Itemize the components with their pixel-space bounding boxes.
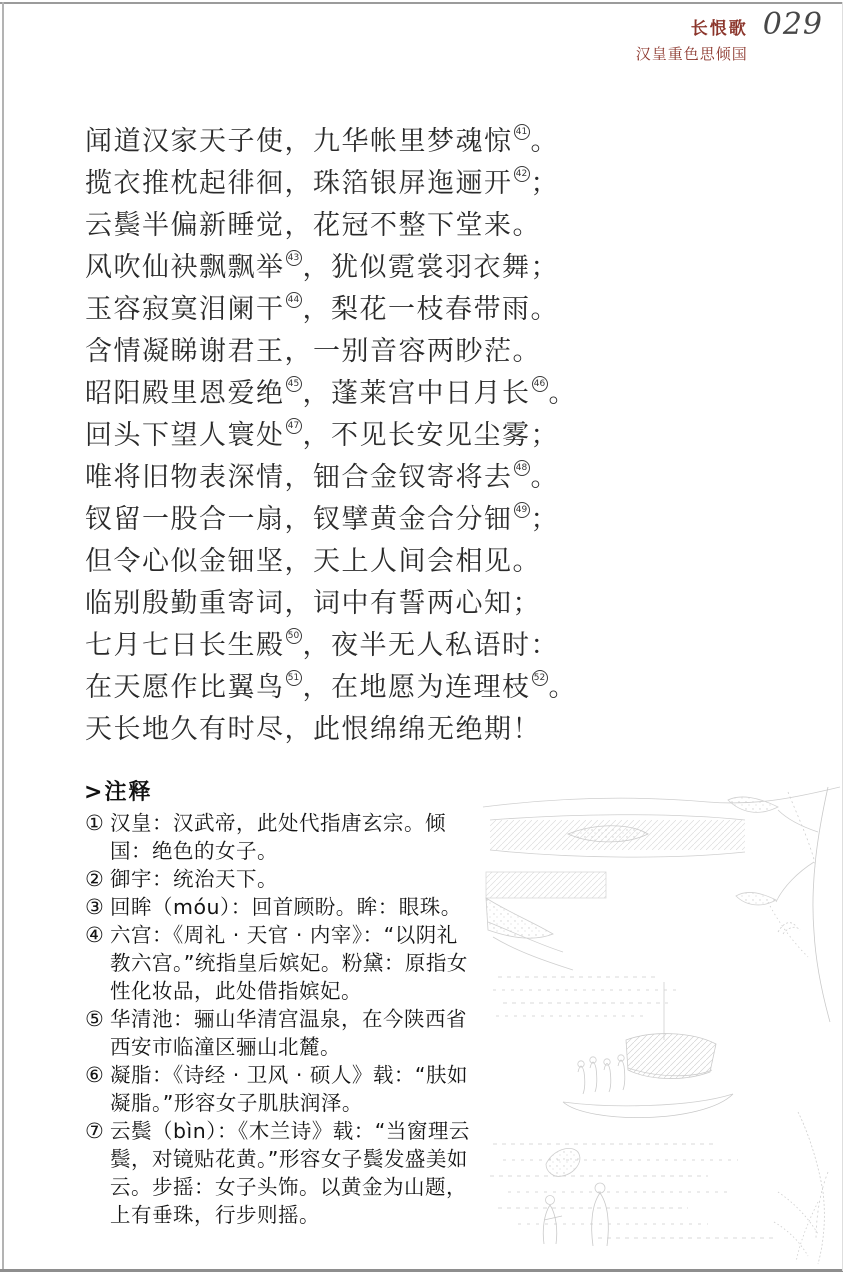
poem-line: 昭阳殿里恩爱绝 45 ，蓬莱宫中日月长 46 。 (85, 378, 577, 409)
chapter-subtitle: 汉皇重色思倾国 (635, 45, 748, 63)
annotation-ref: 44 (286, 292, 302, 308)
page-number: 029 (762, 7, 823, 42)
annotation-ref: 43 (286, 250, 302, 266)
annotation-ref: 45 (286, 376, 302, 392)
poem-line: 揽衣推枕起徘徊，珠箔银屏迤逦开 42 ； (85, 168, 559, 199)
page-edge-left (2, 2, 4, 1271)
poem-line: 临别殷勤重寄词，词中有誓两心知； (85, 588, 541, 619)
note-text: 华清池：骊山华清宫温泉，在今陕西省西安市临潼区骊山北麓。 (110, 1007, 467, 1059)
annotation-ref: 50 (286, 628, 302, 644)
note-item (85, 809, 477, 865)
notes-list (85, 809, 477, 1229)
annotation-ref: 47 (286, 418, 302, 434)
note-number: ② (85, 867, 105, 891)
note-number: ① (85, 811, 105, 835)
notes-title-label: 注释 (104, 780, 153, 805)
book-title: 长恨歌 (690, 19, 748, 39)
note-item (85, 865, 477, 893)
note-item (85, 893, 477, 921)
poem-line: 天长地久有时尽，此恨绵绵无绝期！ (85, 714, 541, 745)
page-header (635, 7, 823, 64)
note-item (85, 1117, 477, 1229)
annotation-ref: 42 (514, 166, 530, 182)
annotation-ref: 46 (532, 376, 548, 392)
note-number: ③ (85, 895, 105, 919)
note-text: 汉皇：汉武帝，此处代指唐玄宗。倾国：绝色的女子。 (110, 811, 446, 863)
annotation-ref: 49 (514, 502, 530, 518)
poem-line: 含情凝睇谢君王，一别音容两眇茫。 (85, 336, 541, 367)
poem-line: 回头下望人寰处 47 ，不见长安见尘雾； (85, 420, 559, 451)
note-item (85, 1005, 477, 1061)
note-text: 凝脂：《诗经 · 卫风 · 硕人》载：“肤如凝脂。”形容女子肌肤润泽。 (110, 1063, 468, 1115)
notes-title-mark: > (84, 780, 103, 805)
annotation-ref: 48 (514, 460, 530, 476)
poem-line: 风吹仙袂飘飘举 43 ，犹似霓裳羽衣舞； (85, 252, 559, 283)
note-number: ④ (85, 923, 105, 947)
poem-line: 闻道汉家天子使，九华帐里梦魂惊 41 。 (85, 126, 559, 157)
poem-line: 七月七日长生殿 50 ，夜半无人私语时： (85, 630, 559, 661)
note-number: ⑥ (85, 1063, 105, 1087)
poem-line: 但令心似金钿坚，天上人间会相见。 (85, 546, 541, 577)
note-text: 御宇：统治天下。 (110, 867, 278, 891)
annotation-ref: 52 (532, 670, 548, 686)
note-item (85, 1061, 477, 1117)
header-titles (636, 10, 748, 64)
note-number: ⑦ (85, 1119, 105, 1143)
note-text: 云鬓（bìn）：《木兰诗》载：“当窗理云鬓，对镜贴花黄。”形容女子鬓发盛美如云。步摇：女子头饰。以黄金为山题，上有垂珠，行步则摇。 (110, 1119, 470, 1227)
annotation-ref: 41 (514, 124, 530, 140)
notes-title (84, 775, 152, 806)
annotation-ref: 51 (286, 670, 302, 686)
poem-line: 唯将旧物表深情，钿合金钗寄将去 48 。 (85, 462, 559, 493)
note-item (85, 921, 477, 1005)
poem-line: 玉容寂寞泪阑干 44 ，梨花一枝春带雨。 (85, 294, 559, 325)
poem-line: 云鬓半偏新睡觉，花冠不整下堂来。 (85, 210, 541, 241)
note-text: 回眸（móu）：回首顾盼。眸：眼珠。 (110, 895, 462, 919)
poem (85, 121, 625, 751)
poem-line: 钗留一股合一扇，钗擘黄金合分钿 49 ； (85, 504, 559, 535)
note-text: 六宫：《周礼 · 天官 · 内宰》：“以阴礼教六宫。”统指皇后嫔妃。粉黛：原指女性化妆品，此处借指嫔妃。 (110, 923, 468, 1003)
page-edge-top (0, 2, 843, 4)
background-illustration (478, 772, 843, 1272)
poem-line: 在天愿作比翼鸟 51 ，在地愿为连理枝 52 。 (85, 672, 577, 703)
note-number: ⑤ (85, 1007, 105, 1031)
